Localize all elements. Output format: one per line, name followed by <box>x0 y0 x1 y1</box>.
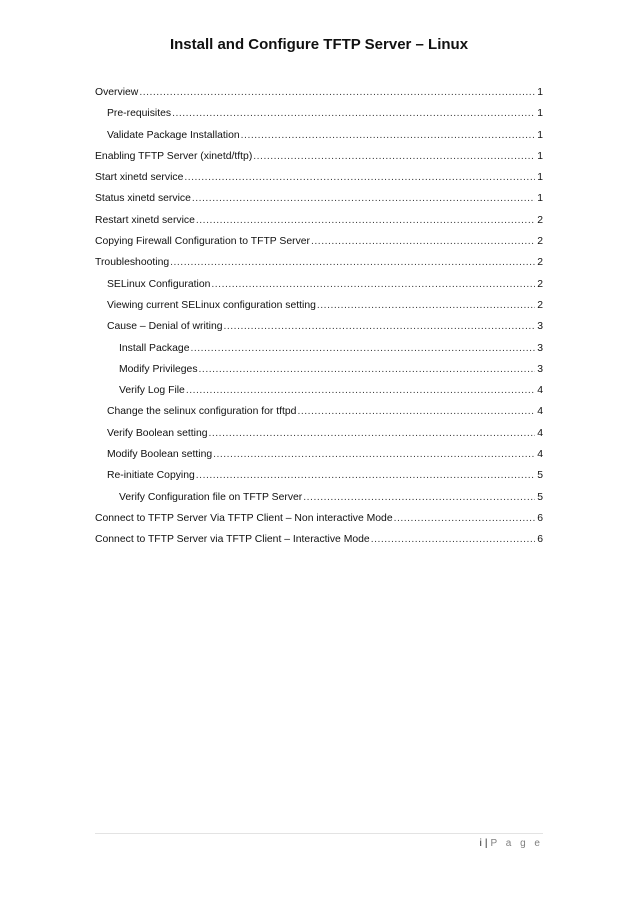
toc-entry-title[interactable]: SELinux Configuration <box>107 278 211 290</box>
document-title: Install and Configure TFTP Server – Linux <box>169 36 469 53</box>
toc-entry-title[interactable]: Status xinetd service <box>95 193 191 205</box>
toc-entry[interactable] <box>95 252 543 273</box>
toc-entry[interactable] <box>95 188 543 209</box>
toc-entry-title[interactable]: Pre-requisites <box>107 108 172 120</box>
footer-divider <box>95 833 543 834</box>
toc-entry-title[interactable]: Start xinetd service <box>95 172 184 184</box>
toc-entry-page-number[interactable]: 2 <box>537 299 543 311</box>
toc-entry-page-number[interactable]: 1 <box>537 172 543 184</box>
toc-entry-title[interactable]: Install Package <box>119 342 190 354</box>
toc-dot-leader <box>241 125 536 146</box>
toc-entry-title[interactable]: Connect to TFTP Server Via TFTP Client – Non interactive Mode <box>95 512 393 524</box>
toc-dot-leader <box>170 252 535 273</box>
toc-entry-page-number[interactable]: 1 <box>537 193 543 205</box>
toc-entry-title[interactable]: Verify Log File <box>119 385 185 397</box>
toc-entry[interactable] <box>95 125 543 146</box>
toc-entry[interactable] <box>95 231 543 252</box>
toc-entry-page-number[interactable]: 1 <box>537 150 543 162</box>
toc-entry-page-number[interactable]: 4 <box>537 385 543 397</box>
toc-entry-title[interactable]: Verify Configuration file on TFTP Server <box>119 491 303 503</box>
toc-entry-page-number[interactable]: 2 <box>537 278 543 290</box>
toc-dot-leader <box>192 188 535 209</box>
toc-entry[interactable] <box>95 338 543 359</box>
toc-dot-leader <box>317 295 535 316</box>
toc-dot-leader <box>224 316 536 337</box>
toc-entry-title[interactable]: Validate Package Installation <box>107 129 240 141</box>
toc-entry-title[interactable]: Cause – Denial of writing <box>107 321 223 333</box>
table-of-contents <box>95 82 543 551</box>
footer-page-label: P a g e <box>490 838 543 849</box>
toc-entry-page-number[interactable]: 1 <box>537 108 543 120</box>
toc-entry[interactable] <box>95 295 543 316</box>
toc-entry-title[interactable]: Verify Boolean setting <box>107 427 208 439</box>
toc-dot-leader <box>371 529 536 550</box>
toc-dot-leader <box>253 146 535 167</box>
toc-entry-page-number[interactable]: 4 <box>537 406 543 418</box>
toc-dot-leader <box>196 465 535 486</box>
toc-entry[interactable] <box>95 401 543 422</box>
toc-entry-title[interactable]: Viewing current SELinux configuration setting <box>107 299 316 311</box>
toc-entry[interactable] <box>95 508 543 529</box>
toc-entry-title[interactable]: Overview <box>95 87 139 98</box>
toc-entry-title[interactable]: Change the selinux configuration for tftpd <box>107 406 297 418</box>
toc-entry-title[interactable]: Connect to TFTP Server via TFTP Client – Interactive Mode <box>95 534 370 546</box>
toc-entry[interactable] <box>95 103 543 124</box>
toc-dot-leader <box>303 487 535 508</box>
toc-entry-title[interactable]: Copying Firewall Configuration to TFTP Server <box>95 236 311 248</box>
toc-entry[interactable] <box>95 359 543 380</box>
toc-entry[interactable] <box>95 444 543 465</box>
toc-dot-leader <box>213 444 535 465</box>
toc-dot-leader <box>186 380 535 401</box>
toc-dot-leader <box>184 167 535 188</box>
toc-entry[interactable] <box>95 316 543 337</box>
toc-entry[interactable] <box>95 274 543 295</box>
toc-entry[interactable] <box>95 465 543 486</box>
toc-entry-title[interactable]: Troubleshooting <box>95 257 170 269</box>
toc-dot-leader <box>311 231 535 252</box>
toc-dot-leader <box>199 359 536 380</box>
toc-dot-leader <box>172 103 535 124</box>
toc-entry-title[interactable]: Modify Privileges <box>119 363 198 375</box>
toc-entry-page-number[interactable]: 2 <box>537 236 543 248</box>
toc-dot-leader <box>211 274 535 295</box>
toc-entry[interactable] <box>95 167 543 188</box>
toc-dot-leader <box>394 508 536 529</box>
toc-entry-page-number[interactable]: 1 <box>537 87 543 98</box>
toc-entry-title[interactable]: Modify Boolean setting <box>107 449 213 461</box>
toc-entry[interactable] <box>95 380 543 401</box>
toc-entry-page-number[interactable]: 3 <box>537 363 543 375</box>
toc-entry[interactable] <box>95 487 543 508</box>
toc-dot-leader <box>297 401 535 422</box>
toc-entry-page-number[interactable]: 3 <box>537 321 543 333</box>
toc-entry-title[interactable]: Restart xinetd service <box>95 214 195 226</box>
footer-separator: | <box>484 838 488 849</box>
toc-entry-page-number[interactable]: 6 <box>537 512 543 524</box>
toc-dot-leader <box>190 338 535 359</box>
toc-entry-page-number[interactable]: 3 <box>537 342 543 354</box>
toc-entry-title[interactable]: Enabling TFTP Server (xinetd/tftp) <box>95 150 253 162</box>
toc-entry-page-number[interactable]: 4 <box>537 427 543 439</box>
toc-entry-page-number[interactable]: 5 <box>537 470 543 482</box>
toc-entry-page-number[interactable]: 4 <box>537 449 543 461</box>
toc-dot-leader <box>139 82 535 103</box>
toc-entry[interactable] <box>95 210 543 231</box>
toc-entry[interactable] <box>95 146 543 167</box>
toc-entry-page-number[interactable]: 2 <box>537 214 543 226</box>
toc-entry-page-number[interactable]: 6 <box>537 534 543 546</box>
toc-entry[interactable] <box>95 423 543 444</box>
toc-entry-page-number[interactable]: 5 <box>537 491 543 503</box>
footer-page-number: i <box>479 838 482 849</box>
toc-entry[interactable] <box>95 529 543 550</box>
page-footer <box>480 838 543 849</box>
toc-dot-leader <box>196 210 535 231</box>
toc-entry-page-number[interactable]: 1 <box>537 129 543 141</box>
toc-entry-title[interactable]: Re-initiate Copying <box>107 470 195 482</box>
toc-dot-leader <box>209 423 536 444</box>
toc-entry[interactable] <box>95 82 543 103</box>
toc-entry-page-number[interactable]: 2 <box>537 257 543 269</box>
